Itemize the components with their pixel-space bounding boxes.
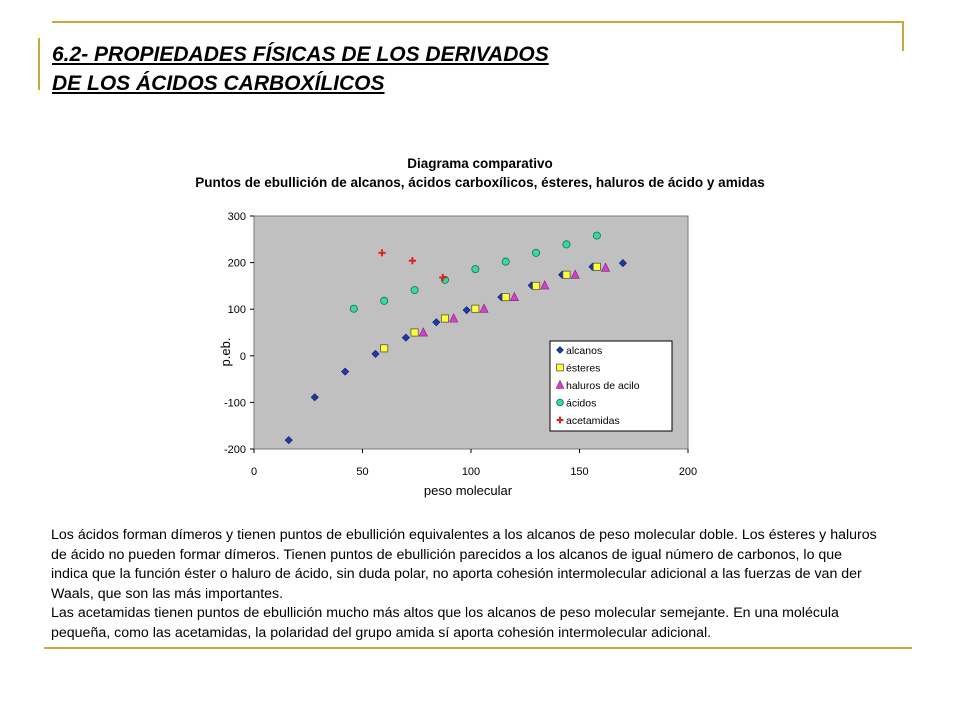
y-tick-label: 300: [227, 211, 246, 223]
explanation-paragraph-1: Los ácidos forman dímeros y tienen puntos de ebullición equivalentes a los alcanos de peso molecular doble. Los ésteres y haluros de ácido no pueden formar dímeros. Tienen puntos de ebullición parecidos a los alcanos de igual número de carbonos, lo que indica que la función éster o haluro de ácido, sin duda polar, no aporta cohesión intermolecular adicional a las fuerzas de van der Waals, que son las más importantes.: [51, 527, 877, 602]
y-tick-label: 200: [227, 257, 246, 270]
x-tick-label: 200: [678, 466, 698, 478]
y-tick-label: 100: [227, 304, 246, 317]
x-axis-label: peso molecular: [423, 483, 513, 498]
x-tick-label: 100: [461, 466, 481, 478]
ésteres-data-point: [441, 315, 448, 322]
ácidos-data-point: [381, 297, 388, 304]
legend-label: ácidos: [566, 397, 597, 410]
legend-label: acetamidas: [566, 415, 620, 427]
legend-label: ésteres: [566, 362, 601, 375]
chart-heading-line-1: Diagrama comparativo: [407, 156, 553, 171]
x-tick-label: 0: [250, 466, 258, 478]
y-axis-label: p.eb.: [218, 337, 233, 367]
ácidos-data-point: [563, 241, 570, 248]
legend-label: haluros de acilo: [566, 380, 640, 392]
legend-marker-4: [557, 399, 564, 406]
chart-heading-line-2: Puntos de ebullición de alcanos, ácidos carboxílicos, ésteres, haluros de ácido y amidas: [195, 175, 765, 190]
ésteres-data-point: [411, 329, 418, 336]
ésteres-data-point: [502, 293, 509, 300]
ácidos-data-point: [533, 249, 540, 256]
explanation-text: [51, 526, 881, 643]
y-tick-label: -100: [223, 397, 246, 410]
ácidos-data-point: [350, 305, 357, 312]
x-tick-label: 50: [356, 466, 369, 478]
x-tick-label: 150: [570, 466, 589, 478]
legend-label: alcanos: [566, 345, 603, 357]
ésteres-data-point: [563, 271, 570, 278]
slide-title-line-1: 6.2- PROPIEDADES FÍSICAS DE LOS DERIVADOS: [52, 43, 549, 66]
ésteres-data-point: [593, 263, 600, 270]
ésteres-data-point: [533, 282, 540, 289]
explanation-paragraph-2: Las acetamidas tienen puntos de ebullición mucho más altos que los alcanos de peso molecular semejante. En una molécula pequeña, como las acetamidas, la polaridad del grupo amida sí aporta cohesión intermolecular adicional.: [51, 605, 839, 641]
ácidos-data-point: [593, 232, 600, 239]
ésteres-data-point: [381, 345, 388, 352]
ésteres-data-point: [472, 305, 479, 312]
ácidos-data-point: [411, 286, 418, 293]
chart-legend: [550, 341, 672, 431]
legend-marker-2: [557, 364, 564, 371]
ácidos-data-point: [502, 258, 509, 265]
slide-title-line-2: DE LOS ÁCIDOS CARBOXÍLICOS: [52, 72, 385, 95]
y-tick-label: 0: [239, 350, 246, 363]
y-tick-label: -200: [223, 444, 246, 456]
ácidos-data-point: [472, 266, 479, 273]
